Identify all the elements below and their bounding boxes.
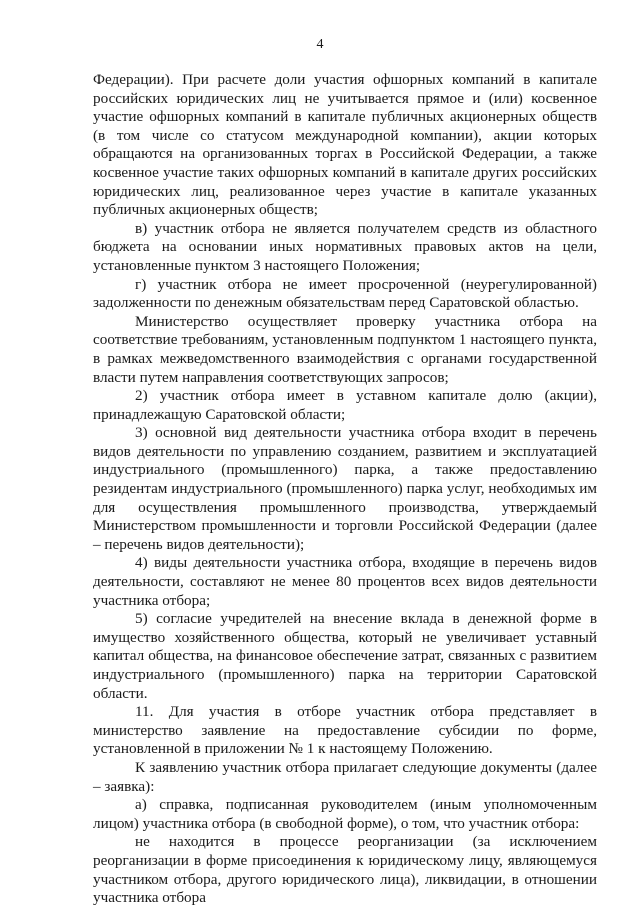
- paragraph: в) участник отбора не является получателем средств из областного бюджета на основании иных нормативных правовых актов на цели, установленные пунктом 3 настоящего Положения;: [93, 219, 597, 274]
- paragraph: 3) основной вид деятельности участника отбора входит в перечень видов деятельности по управлению созданием, развитием и эксплуатацией индустриального (промышленного) парка, а также предоставлению резидентам индустриального (промышленного) парка услуг, необходимых им для осуществления промышленного производства, утверждаемый Министерством промышленности и торговли Российской Федерации (далее – перечень видов деятельности);: [93, 424, 597, 553]
- paragraph: 11. Для участия в отборе участник отбора представляет в министерство заявление на предоставление субсидии по форме, установленной в приложении № 1 к настоящему Положению.: [93, 703, 597, 758]
- page-number: 4: [316, 37, 324, 52]
- paragraph: Министерство осуществляет проверку участника отбора на соответствие требованиям, установленным подпунктом 1 настоящего пункта, в рамках межведомственного взаимодействия с органами государственной власти путем направления соответствующих запросов;: [93, 312, 597, 386]
- paragraph: К заявлению участник отбора прилагает следующие документы (далее – заявка):: [93, 758, 597, 795]
- paragraph: 5) согласие учредителей на внесение вклада в денежной форме в имущество хозяйственного общества, который не увеличивает уставный капитал общества, на финансовое обеспечение затрат, связанных с развитием индустриального (промышленного) парка на территории Саратовской области.: [93, 610, 597, 702]
- paragraph: 4) виды деятельности участника отбора, входящие в перечень видов деятельности, составляют не менее 80 процентов всех видов деятельности участника отбора;: [93, 554, 597, 609]
- paragraph: а) справка, подписанная руководителем (иным уполномоченным лицом) участника отбора (в свободной форме), о том, что участник отбора:: [93, 796, 597, 832]
- document-body: [93, 71, 597, 908]
- paragraph: Федерации). При расчете доли участия офшорных компаний в капитале российских юридических лиц не учитывается прямое и (или) косвенное участие офшорных компаний в капитале публичных акционерных обществ (в том числе со статусом международной компании), акции которых обращаются на организованных торгах в Российской Федерации, а также косвенное участие таких офшорных компаний в капитале других российских юридических лиц, реализованное через участие в капитале указанных публичных акционерных обществ;: [93, 71, 597, 219]
- paragraph: не находится в процессе реорганизации (за исключением реорганизации в форме присоединения к юридическому лицу, являющемуся участником отбора, другого юридического лица), ликвидации, в отношении участника отбора: [93, 833, 597, 907]
- paragraph: 2) участник отбора имеет в уставном капитале долю (акции), принадлежащую Саратовской области;: [93, 387, 597, 423]
- paragraph: г) участник отбора не имеет просроченной (неурегулированной) задолженности по денежным обязательствам перед Саратовской областью.: [93, 275, 597, 312]
